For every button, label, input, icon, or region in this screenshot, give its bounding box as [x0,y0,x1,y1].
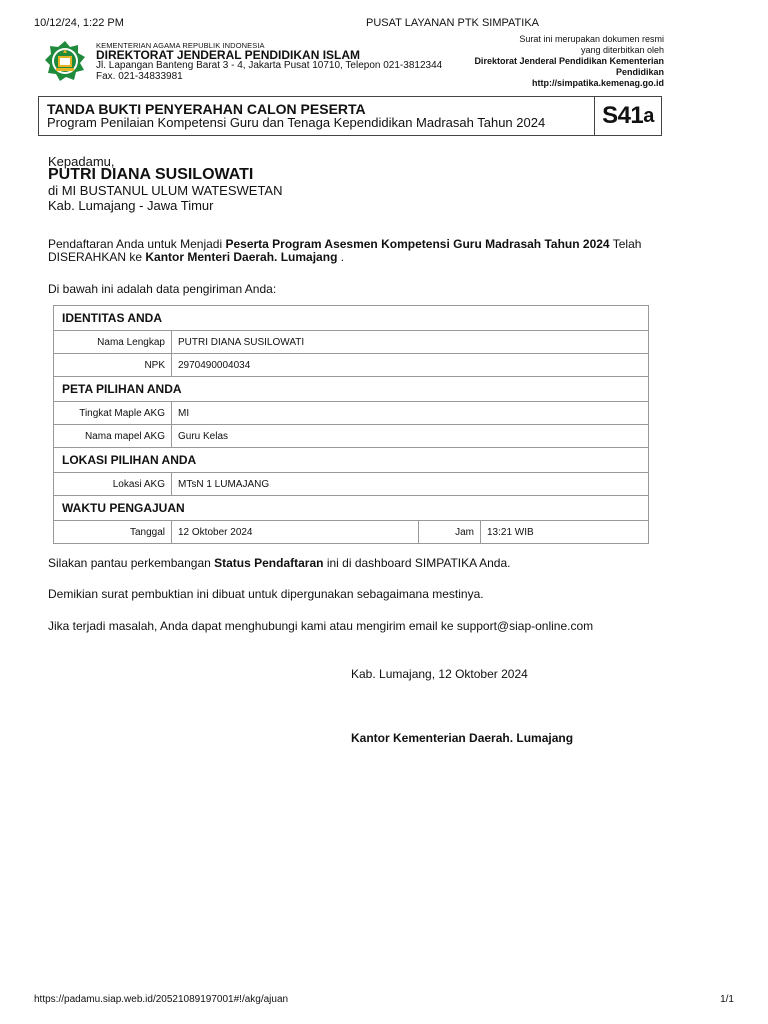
location-value: MTsN 1 LUMAJANG [172,473,649,496]
closing-statement: Demikian surat pembuktian ini dibuat untuk dipergunakan sebagaimana mestinya. [48,587,484,601]
official-note-line2: yang diterbitkan oleh [580,45,664,55]
subject-value: Guru Kelas [172,425,649,448]
letterhead-fax: Fax. 021-34833981 [96,71,183,82]
name-label: Nama Lengkap [54,331,172,354]
status-text-1: Silakan pantau perkembangan [48,556,215,570]
table-row [54,448,649,473]
print-datetime: 10/12/24, 1:22 PM [34,17,124,29]
document-subtitle: Program Penilaian Kompetensi Guru dan Tenaga Kependidikan Madrasah Tahun 2024 [47,115,546,130]
statement-text-4: . [337,250,345,264]
statement-text-2: Telah [609,237,642,251]
table-row [54,331,649,354]
official-note [454,34,664,89]
statement-text-1: Pendaftaran Anda untuk Menjadi [48,237,226,251]
table-row [54,473,649,496]
status-monitor-note [48,557,510,570]
statement-office: Kantor Menteri Daerah. Lumajang [145,250,338,264]
level-label: Tingkat Maple AKG [54,402,172,425]
status-registration: Status Pendaftaran [214,556,324,570]
section-identity-header: IDENTITAS ANDA [54,306,649,331]
document-title: TANDA BUKTI PENYERAHAN CALON PESERTA [47,101,366,117]
table-row [54,402,649,425]
table-row [54,377,649,402]
statement-program: Peserta Program Asesmen Kompetensi Guru Madrasah Tahun 2024 [225,237,610,251]
location-label: Lokasi AKG [54,473,172,496]
document-title-box [38,96,662,136]
npk-label: NPK [54,354,172,377]
letterhead-address: Jl. Lapangan Banteng Barat 3 - 4, Jakarta Pusat 10710, Telepon 021-3812344 [96,60,443,71]
recipient-name: PUTRI DIANA SUSILOWATI [48,166,254,183]
level-value: MI [172,402,649,425]
npk-value: 2970490004034 [172,354,649,377]
issuer-website: http://simpatika.kemenag.go.id [531,78,664,88]
submission-data-table [53,305,649,544]
document-code-suffix: a [643,104,654,127]
section-choice-header: PETA PILIHAN ANDA [54,377,649,402]
letterhead-ministry: KEMENTERIAN AGAMA REPUBLIK INDONESIA [96,41,265,50]
signature-place-date: Kab. Lumajang, 12 Oktober 2024 [351,667,528,681]
time-label: Jam [419,521,481,544]
subject-label: Nama mapel AKG [54,425,172,448]
issuer-line1: Direktorat Jenderal Pendidikan Kementerian [474,56,664,66]
time-value: 13:21 WIB [481,521,649,544]
date-value: 12 Oktober 2024 [172,521,419,544]
kemenag-logo-icon [44,40,86,82]
section-location-header: LOKASI PILIHAN ANDA [54,448,649,473]
status-text-2: ini di dashboard SIMPATIKA Anda. [323,556,511,570]
table-row [54,425,649,448]
print-page-title: PUSAT LAYANAN PTK SIMPATIKA [366,17,539,29]
recipient-greeting: Kepadamu, [48,154,115,169]
date-label: Tanggal [54,521,172,544]
section-time-header: WAKTU PENGAJUAN [54,496,649,521]
print-url: https://padamu.siap.web.id/20521089197001#!/akg/ajuan [34,994,289,1005]
table-row [54,496,649,521]
issuer-line2: Pendidikan [615,67,664,77]
table-row [54,306,649,331]
table-row [54,354,649,377]
print-page-number: 1/1 [720,994,734,1005]
data-intro: Di bawah ini adalah data pengiriman Anda: [48,282,277,296]
document-code [594,97,661,135]
signature-office: Kantor Kementerian Daerah. Lumajang [351,731,574,745]
table-row [54,521,649,544]
recipient-region: Kab. Lumajang - Jawa Timur [48,198,214,213]
recipient-school: di MI BUSTANUL ULUM WATESWETAN [48,183,283,198]
support-contact: Jika terjadi masalah, Anda dapat menghubungi kami atau mengirim email ke support@siap-online.com [48,619,594,633]
statement-text-3: DISERAHKAN ke [48,250,146,264]
registration-statement [48,238,688,264]
letterhead-directorate: DIREKTORAT JENDERAL PENDIDIKAN ISLAM [96,48,361,62]
document-code-main: S41 [602,102,644,129]
official-note-line1: Surat ini merupakan dokumen resmi [519,34,664,44]
name-value: PUTRI DIANA SUSILOWATI [172,331,649,354]
